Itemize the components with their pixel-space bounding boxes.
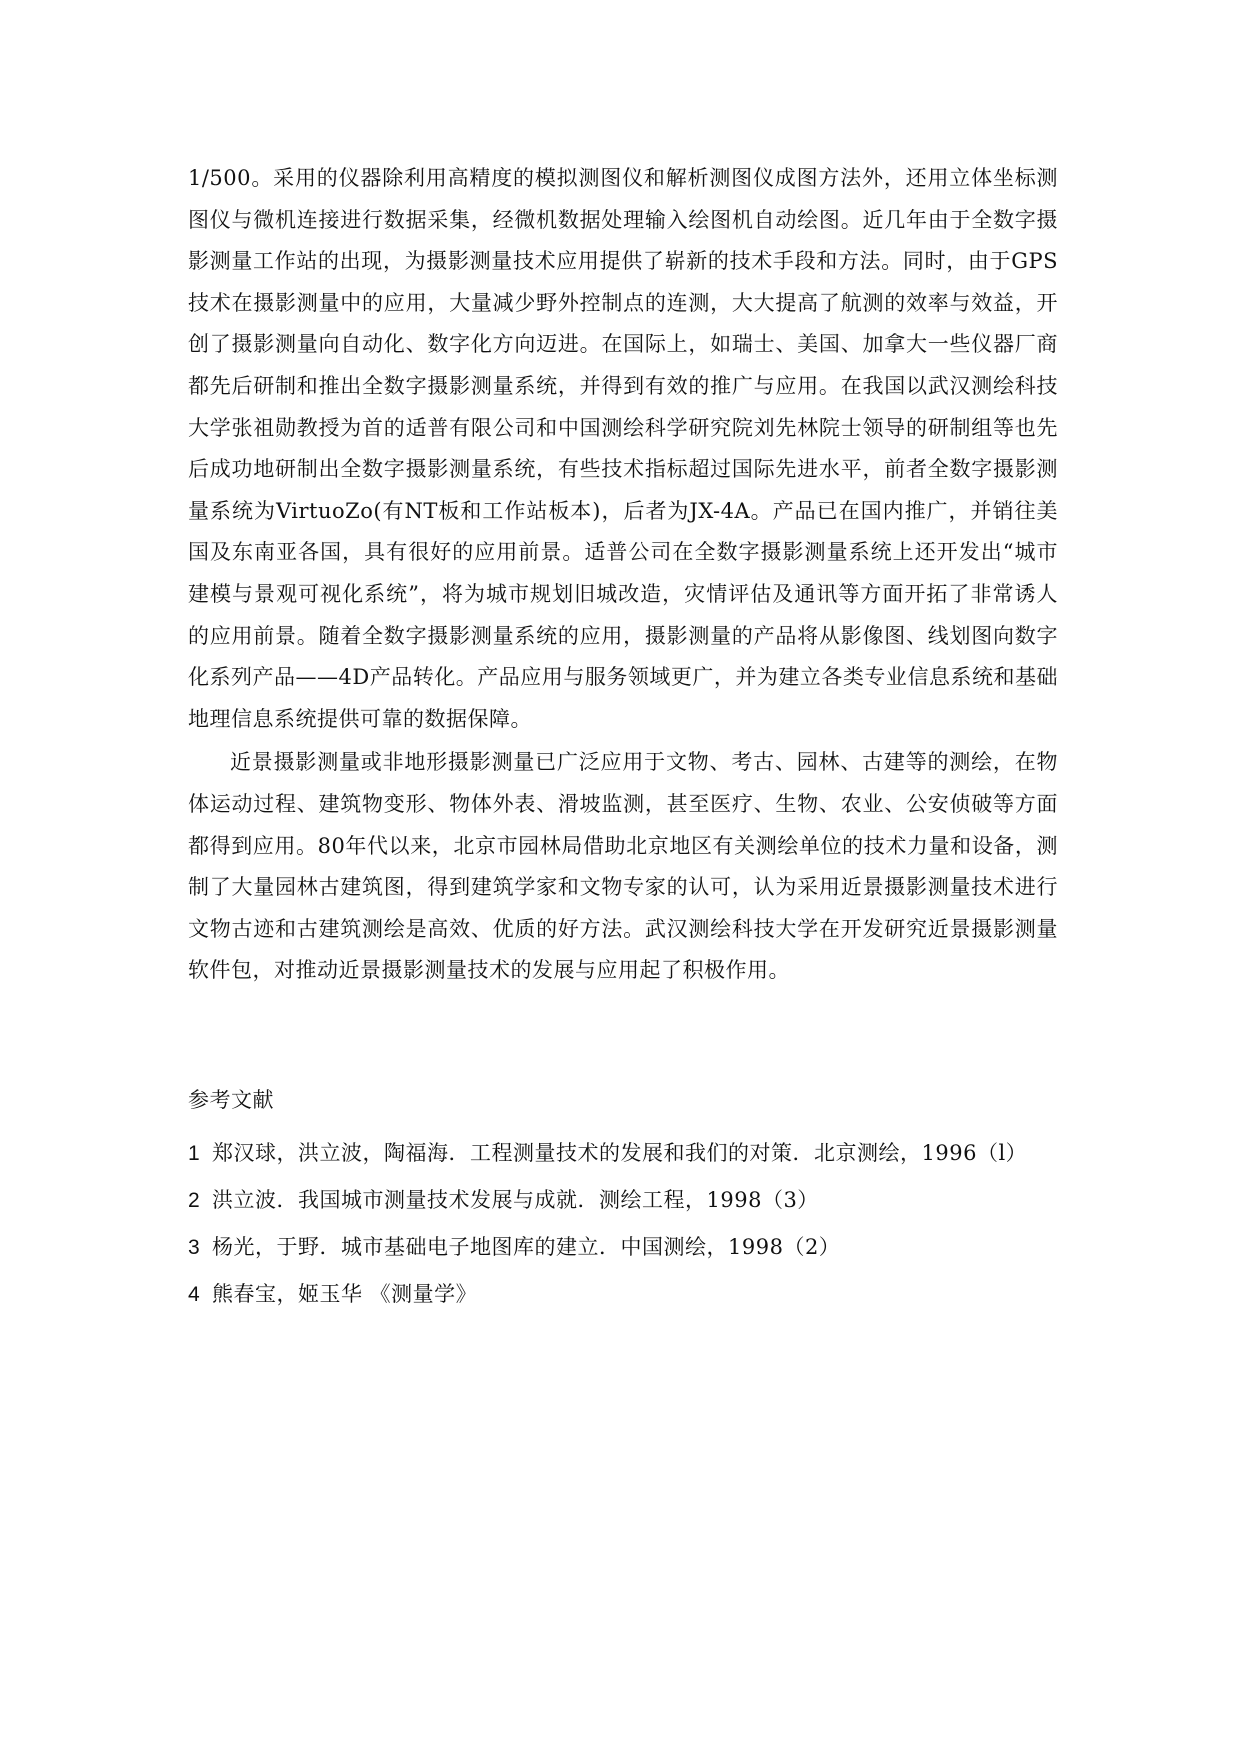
reference-text: 郑汉球，洪立波，陶福海．工程测量技术的发展和我们的对策．北京测绘，1996（l） bbox=[212, 1140, 1028, 1165]
reference-number: 4 bbox=[188, 1282, 201, 1306]
reference-item bbox=[188, 1177, 1058, 1224]
reference-number: 3 bbox=[188, 1235, 201, 1259]
references-section bbox=[188, 1078, 1058, 1318]
body-paragraph-2: 近景摄影测量或非地形摄影测量已广泛应用于文物、考古、园林、古建等的测绘，在物体运动过程、建筑物变形、物体外表、滑坡监测，甚至医疗、生物、农业、公安侦破等方面都得到应用。80年代以来，北京市园林局借助北京地区有关测绘单位的技术力量和设备，测制了大量园林古建筑图，得到建筑学家和文物专家的认可，认为采用近景摄影测量技术进行文物古迹和古建筑测绘是高效、优质的好方法。武汉测绘科技大学在开发研究近景摄影测量软件包，对推动近景摄影测量技术的发展与应用起了积极作用。 bbox=[188, 750, 1058, 983]
references-list bbox=[188, 1130, 1058, 1318]
reference-number: 2 bbox=[188, 1188, 201, 1212]
body-paragraph-1: 1/500。采用的仪器除利用高精度的模拟测图仪和解析测图仪成图方法外，还用立体坐标测图仪与微机连接进行数据采集，经微机数据处理输入绘图机自动绘图。近几年由于全数字摄影测量工作站的出现，为摄影测量技术应用提供了崭新的技术手段和方法。同时，由于GPS技术在摄影测量中的应用，大量减少野外控制点的连测，大大提高了航测的效率与效益，开创了摄影测量向自动化、数字化方向迈进。在国际上，如瑞士、美国、加拿大一些仪器厂商都先后研制和推出全数字摄影测量系统，并得到有效的推广与应用。在我国以武汉测绘科技大学张祖勋教授为首的适普有限公司和中国测绘科学研究院刘先林院士领导的研制组等也先后成功地研制出全数字摄影测量系统，有些技术指标超过国际先进水平，前者全数字摄影测量系统为VirtuoZo(有NT板和工作站板本)，后者为JX-4A。产品已在国内推广，并销往美国及东南亚各国，具有很好的应用前景。适普公司在全数字摄影测量系统上还开发出“城市建模与景观可视化系统”，将为城市规划旧城改造，灾情评估及通讯等方面开拓了非常诱人的应用前景。随着全数字摄影测量系统的应用，摄影测量的产品将从影像图、线划图向数字化系列产品——4D产品转化。产品应用与服务领域更广，并为建立各类专业信息系统和基础地理信息系统提供可靠的数据保障。 bbox=[188, 166, 1058, 731]
reference-item bbox=[188, 1271, 1058, 1318]
reference-text: 杨光，于野．城市基础电子地图库的建立．中国测绘，1998（2） bbox=[212, 1234, 841, 1259]
document-page bbox=[188, 158, 1058, 1318]
references-title: 参考文献 bbox=[188, 1087, 274, 1112]
reference-text: 熊春宝，姬玉华 《测量学》 bbox=[212, 1281, 478, 1306]
reference-number: 1 bbox=[188, 1141, 201, 1165]
reference-text: 洪立波．我国城市测量技术发展与成就．测绘工程，1998（3） bbox=[212, 1187, 819, 1212]
reference-item bbox=[188, 1130, 1058, 1177]
reference-item bbox=[188, 1224, 1058, 1271]
